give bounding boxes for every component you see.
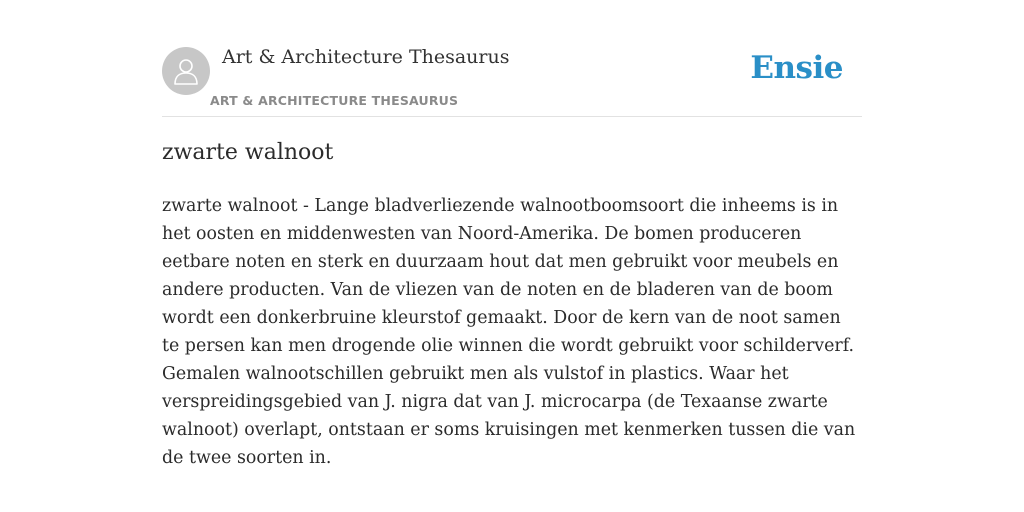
entry-definition: zwarte walnoot - Lange bladverliezende walnootboomsoort die inheems is in het oosten en middenwesten van Noord-Amerika. De bomen produceren eetbare noten en sterk en duurzaam hout dat men gebruikt voor meubels en andere producten. Van de vliezen van de noten en de bladeren van de boom wordt een donkerbruine kleurstof gemaakt. Door de kern van de noot samen te persen kan men drogende olie winnen die wordt gebruikt voor schilderverf. Gemalen walnootschillen gebruikt men als vulstof in plastics. Waar het verspreidingsgebied van J. nigra dat van J. microcarpa (de Texaanse zwarte walnoot) overlapt, ontstaan er soms kruisingen met kenmerken tussen die van de twee soorten in. <box>162 196 856 468</box>
ensie-logo[interactable]: Ensie <box>750 50 843 86</box>
author-subtitle: ART & ARCHITECTURE THESAURUS <box>210 93 459 108</box>
entry-card <box>162 0 862 468</box>
entry-title: zwarte walnoot <box>162 140 334 165</box>
author-name-link[interactable]: Art & Architecture Thesaurus <box>222 46 510 68</box>
avatar[interactable] <box>162 47 210 95</box>
entry-header <box>162 0 862 117</box>
user-icon <box>172 56 200 86</box>
